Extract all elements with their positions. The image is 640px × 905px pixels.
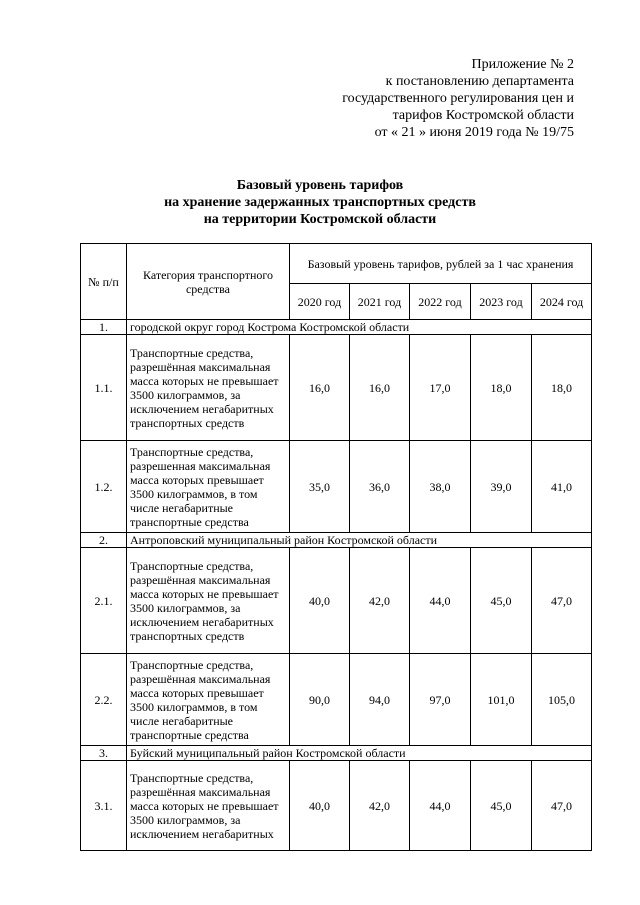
tariff-value: 18,0 — [532, 335, 592, 441]
tariff-value: 39,0 — [471, 441, 532, 533]
row-number: 2.1. — [81, 548, 127, 654]
tariff-value: 45,0 — [471, 548, 532, 654]
vehicle-category: Транспортные средства, разрешённая максимальная масса которых не превышает 3500 килограммов, за исключением негабаритных транспортных средств — [127, 548, 290, 654]
header-year: 2021 год — [350, 284, 410, 320]
region-name: Антроповский муниципальный район Костромской области — [127, 533, 592, 548]
row-number: 1.2. — [81, 441, 127, 533]
appendix-line: Приложение № 2 — [471, 57, 574, 72]
header-year: 2024 год — [532, 284, 592, 320]
tariff-value: 47,0 — [532, 761, 592, 851]
table-row — [81, 335, 592, 441]
tariff-value: 41,0 — [532, 441, 592, 533]
tariff-table — [80, 243, 592, 851]
vehicle-category: Транспортные средства, разрешённая максимальная масса которых превышает 3500 килограммов, в том числе негабаритные транспортные средства — [127, 654, 290, 746]
header-year: 2022 год — [410, 284, 471, 320]
header-year: 2023 год — [471, 284, 532, 320]
tariff-value: 42,0 — [350, 548, 410, 654]
tariff-value: 94,0 — [350, 654, 410, 746]
tariff-value: 42,0 — [350, 761, 410, 851]
appendix-block — [342, 56, 574, 141]
tariff-value: 40,0 — [290, 761, 350, 851]
header-number: № п/п — [81, 244, 127, 320]
appendix-line: от « 21 » июня 2019 года № 19/75 — [374, 125, 574, 140]
tariff-value: 18,0 — [471, 335, 532, 441]
vehicle-category: Транспортные средства, разрешённая максимальная масса которых не превышает 3500 килограммов, за исключением негабаритных транспортных средств — [127, 335, 290, 441]
tariff-value: 90,0 — [290, 654, 350, 746]
title-line: на хранение задержанных транспортных средств — [164, 195, 476, 210]
header-year: 2020 год — [290, 284, 350, 320]
title-line: на территории Костромской области — [203, 212, 437, 227]
tariff-value: 36,0 — [350, 441, 410, 533]
region-name: Буйский муниципальный район Костромской области — [127, 746, 592, 761]
table-row — [81, 548, 592, 654]
document-title — [0, 177, 640, 228]
tariff-value: 38,0 — [410, 441, 471, 533]
row-number: 2.2. — [81, 654, 127, 746]
tariff-value: 45,0 — [471, 761, 532, 851]
region-number: 1. — [81, 320, 127, 335]
tariff-value: 47,0 — [532, 548, 592, 654]
region-row — [81, 746, 592, 761]
header-rate: Базовый уровень тарифов, рублей за 1 час хранения — [290, 244, 592, 284]
vehicle-category: Транспортные средства, разрешённая максимальная масса которых не превышает 3500 килограммов, за исключением негабаритных — [127, 761, 290, 851]
table-row — [81, 441, 592, 533]
appendix-line: государственного регулирования цен и — [342, 91, 574, 106]
header-category: Категория транспортного средства — [127, 244, 290, 320]
tariff-value: 35,0 — [290, 441, 350, 533]
tariff-value: 101,0 — [471, 654, 532, 746]
row-number: 1.1. — [81, 335, 127, 441]
region-number: 3. — [81, 746, 127, 761]
tariff-value: 44,0 — [410, 548, 471, 654]
appendix-line: тарифов Костромской области — [392, 108, 574, 123]
region-row — [81, 533, 592, 548]
region-name: городской округ город Кострома Костромской области — [127, 320, 592, 335]
title-line: Базовый уровень тарифов — [236, 178, 404, 193]
appendix-line: к постановлению департамента — [385, 74, 574, 89]
table-row — [81, 761, 592, 851]
region-row — [81, 320, 592, 335]
tariff-value: 16,0 — [290, 335, 350, 441]
tariff-value: 40,0 — [290, 548, 350, 654]
vehicle-category: Транспортные средства, разрешенная максимальная масса которых превышает 3500 килограммов, в том числе негабаритные транспортные средства — [127, 441, 290, 533]
tariff-value: 105,0 — [532, 654, 592, 746]
table-row — [81, 654, 592, 746]
tariff-value: 16,0 — [350, 335, 410, 441]
tariff-value: 97,0 — [410, 654, 471, 746]
tariff-value: 17,0 — [410, 335, 471, 441]
region-number: 2. — [81, 533, 127, 548]
row-number: 3.1. — [81, 761, 127, 851]
tariff-value: 44,0 — [410, 761, 471, 851]
